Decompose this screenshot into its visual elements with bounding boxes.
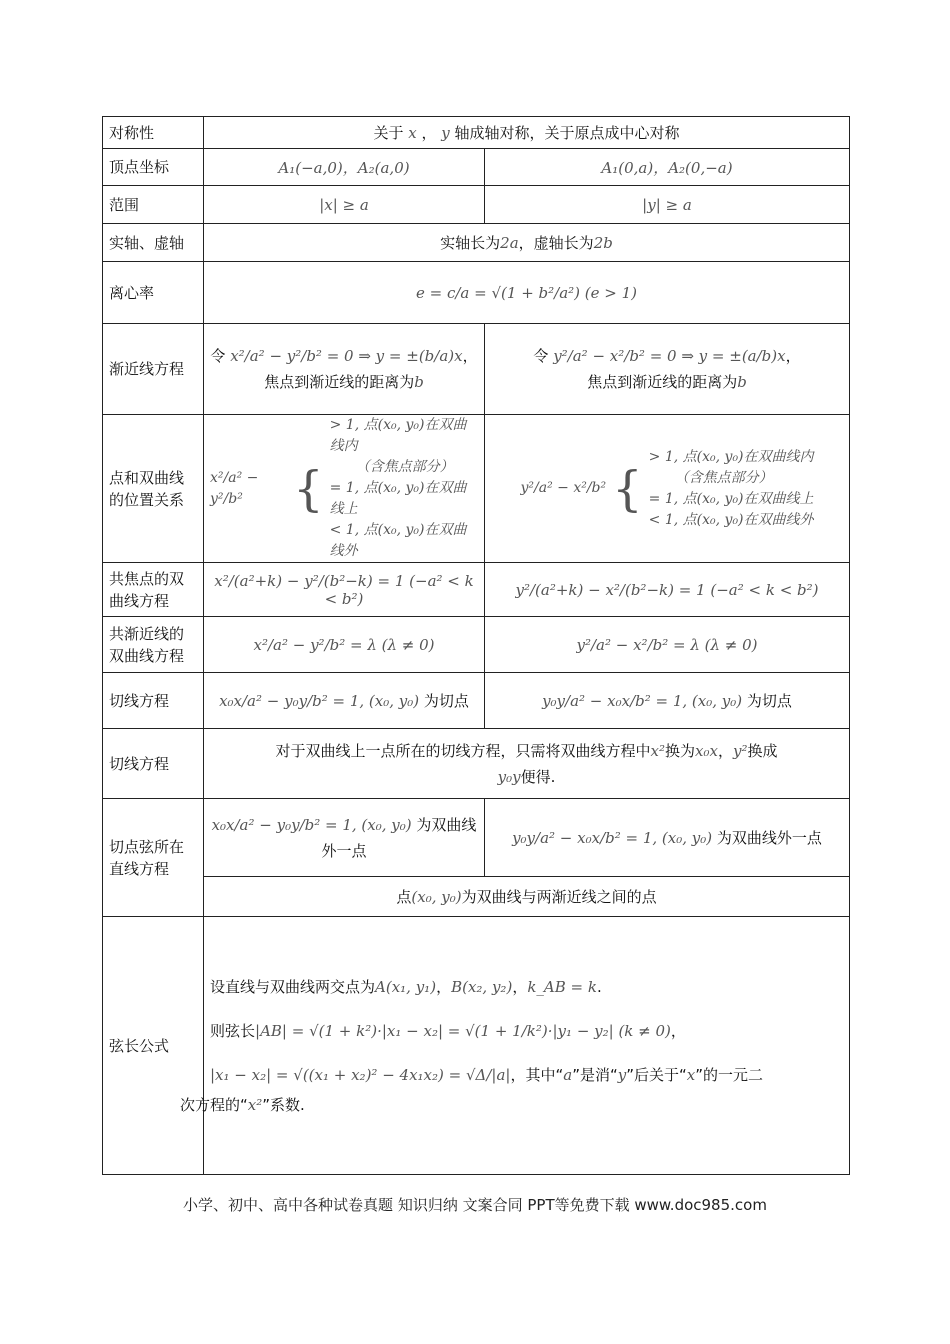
range-left: |x| ≥ a <box>204 186 485 224</box>
row-eccentricity <box>103 262 850 324</box>
label-confocal <box>103 563 204 617</box>
axes-text2: ，虚轴长为 <box>518 234 594 252</box>
chord-length-l1-k: k_AB = k <box>527 977 597 996</box>
symmetry-x: x <box>408 124 417 142</box>
label-position-line1: 点和双曲线 <box>109 468 185 487</box>
tangent1-right-formula: y₀y/a² − x₀x/b² = 1, (x₀, y₀) <box>542 692 743 710</box>
symmetry-y: y <box>441 124 450 142</box>
asymptote-right <box>485 324 850 415</box>
chord-length-l1-sep1: ， <box>436 977 452 996</box>
label-chord-length: 弦长公式 <box>103 917 204 1175</box>
coasymptote-right: y²/a² − x²/b² = λ (λ ≠ 0) <box>485 617 850 673</box>
chord-contact-left-formula: x₀x/a² − y₀y/b² = 1, (x₀, y₀) <box>211 815 412 834</box>
label-eccentricity: 离心率 <box>103 262 204 324</box>
label-chord-contact-line1: 切点弦所在 <box>109 837 185 856</box>
asymptote-left-distance-text: 焦点到渐近线的距离为 <box>264 373 415 391</box>
chord-contact-bottom <box>204 877 850 917</box>
row-range <box>103 186 850 224</box>
hyperbola-properties-table <box>102 116 850 1175</box>
row-symmetry <box>103 117 850 149</box>
tangent2-m3: y² <box>732 741 748 760</box>
tangent2-m4: y₀y <box>497 767 521 786</box>
asymptote-right-post: ， <box>785 347 801 365</box>
asymptote-left-distance-val: b <box>414 373 424 391</box>
row-position <box>103 415 850 563</box>
range-right: |y| ≥ a <box>485 186 850 224</box>
row-tangent-1 <box>103 673 850 729</box>
label-confocal-line1: 共焦点的双 <box>109 569 185 588</box>
asymptote-right-distance-val: b <box>737 373 747 391</box>
row-axes <box>103 224 850 262</box>
tangent2-t1: 对于双曲线上一点所在的切线方程，只需将双曲线方程中 <box>275 741 651 760</box>
chord-length-line2 <box>210 1016 843 1046</box>
tangent2-t4: 换成 <box>747 741 778 760</box>
eccentricity-formula: e = c/a = √(1 + b²/a²) (e > 1) <box>204 262 850 324</box>
confocal-left: x²/(a²+k) − y²/(b²−k) = 1 (−a² < k < b²) <box>204 563 485 617</box>
label-axes: 实轴、虚轴 <box>103 224 204 262</box>
vertices-right: A₁(0,a)，A₂(0,−a) <box>485 149 850 186</box>
row-tangent-2 <box>103 729 850 799</box>
asymptote-right-line <box>491 343 843 369</box>
chord-length-l3-y: y <box>617 1065 627 1084</box>
vertices-left: A₁(−a,0)，A₂(a,0) <box>204 149 485 186</box>
row-asymptote <box>103 324 850 415</box>
confocal-right: y²/(a²+k) − x²/(b²−k) = 1 (−a² < k < b²) <box>485 563 850 617</box>
tangent1-right <box>485 673 850 729</box>
chord-contact-right-formula: y₀y/a² − x₀x/b² = 1, (x₀, y₀) <box>512 829 713 847</box>
position-left-block <box>210 415 478 562</box>
tangent2-m1: x² <box>650 741 665 760</box>
asymptote-right-formula: y²/a² − x²/b² = 0 ⇒ y = ±(a/b)x <box>553 347 786 365</box>
asymptote-right-pre: 令 <box>533 347 549 365</box>
position-right-expr: y²/a² − x²/b² <box>520 480 607 496</box>
symmetry-text-pre: 关于 <box>373 124 404 142</box>
position-right-case-3: = 1, 点(x₀, y₀)在双曲线上 <box>648 490 814 507</box>
label-tangent-1: 切线方程 <box>103 673 204 729</box>
row-chord-contact <box>103 799 850 877</box>
label-coasymptote-line1: 共渐近线的 <box>109 624 185 643</box>
position-left-case-4: < 1, 点(x₀, y₀)在双曲线外 <box>329 522 467 559</box>
position-left-case-2: （含焦点部分） <box>355 459 454 475</box>
label-coasymptote <box>103 617 204 673</box>
row-confocal <box>103 563 850 617</box>
asymptote-left-line <box>210 343 478 369</box>
tangent2-m2: x₀x <box>695 741 718 760</box>
chord-length-l4-t2: ”系数. <box>262 1095 305 1114</box>
asymptote-left-pre: 令 <box>210 347 226 365</box>
axes-val1: 2a <box>500 234 519 252</box>
label-chord-contact-line2: 直线方程 <box>109 859 170 878</box>
chord-length-l3-t2: ”是消“ <box>572 1065 618 1084</box>
tangent1-right-suffix: 为切点 <box>746 692 792 710</box>
chord-length-l2-text: 则弦长 <box>210 1021 256 1040</box>
tangent1-left-suffix: 为切点 <box>423 692 469 710</box>
chord-contact-left-suffix2: 外一点 <box>321 841 367 860</box>
tangent2-t2: 换为 <box>665 741 696 760</box>
position-right-case-4: < 1, 点(x₀, y₀)在双曲线外 <box>648 511 814 528</box>
chord-length-l1-text: 设直线与双曲线两交点为 <box>210 977 376 996</box>
label-vertices: 顶点坐标 <box>103 149 204 186</box>
chord-length-l3-a: a <box>563 1065 573 1084</box>
tangent2-t5: 便得. <box>520 767 556 786</box>
asymptote-right-distance <box>491 369 843 395</box>
position-right-brace: { <box>612 460 643 517</box>
label-tangent-2: 切线方程 <box>103 729 204 799</box>
chord-contact-left-line1 <box>210 812 478 838</box>
tangent2-t3: ， <box>717 741 733 760</box>
chord-contact-bottom-post: 为双曲线与两渐近线之间的点 <box>461 888 657 906</box>
symmetry-sep: ， <box>421 124 437 142</box>
chord-length-l3-t3: ”后关于“ <box>626 1065 687 1084</box>
label-position-line2: 的位置关系 <box>109 490 185 509</box>
cell-symmetry <box>204 117 850 149</box>
row-vertices <box>103 149 850 186</box>
chord-length-l3-x: x <box>686 1065 696 1084</box>
chord-length-l3-formula: |x₁ − x₂| = √((x₁ + x₂)² − 4x₁x₂) = √Δ/|a| <box>210 1065 511 1084</box>
chord-length-l3-t4: ”的一元二 <box>695 1065 764 1084</box>
row-chord-contact-bottom <box>103 877 850 917</box>
coasymptote-left: x²/a² − y²/b² = λ (λ ≠ 0) <box>204 617 485 673</box>
position-left-brace: { <box>293 460 324 517</box>
chord-length-l4-x2: x² <box>247 1095 263 1114</box>
chord-contact-bottom-pre: 点 <box>396 888 412 906</box>
hyperbola-properties-table-wrapper <box>102 116 849 1175</box>
tangent1-left-formula: x₀x/a² − y₀y/b² = 1, (x₀, y₀) <box>219 692 420 710</box>
position-right-cases <box>649 447 814 531</box>
chord-length-line1 <box>210 972 843 1002</box>
chord-length-l2-formula: |AB| = √(1 + k²)·|x₁ − x₂| = √(1 + 1/k²)·|y₁ − y₂| (k ≠ 0) <box>255 1021 671 1040</box>
chord-contact-right-suffix: 为双曲线外一点 <box>716 829 822 847</box>
chord-length-l1-sep2: ， <box>512 977 528 996</box>
chord-contact-bottom-math: (x₀, y₀) <box>411 888 462 906</box>
page-footer: 小学、初中、高中各种试卷真题 知识归纳 文案合同 PPT等免费下载 www.doc985.com <box>183 1196 767 1214</box>
chord-length-cell <box>180 917 850 1175</box>
chord-length-l1-end: . <box>596 977 602 996</box>
chord-length-l1-b: B(x₂, y₂) <box>451 977 513 996</box>
tangent2-cell <box>204 729 850 799</box>
axes-text1: 实轴长为 <box>440 234 501 252</box>
asymptote-left-post: ， <box>462 347 478 365</box>
tangent1-left <box>204 673 485 729</box>
position-left-case-1: > 1, 点(x₀, y₀)在双曲线内 <box>329 417 467 454</box>
position-left-cases <box>330 415 478 562</box>
position-left-expr: x²/a² − y²/b² <box>210 469 259 507</box>
label-position <box>103 415 204 563</box>
label-coasymptote-line2: 双曲线方程 <box>109 646 185 665</box>
position-left-case-3: = 1, 点(x₀, y₀)在双曲线上 <box>329 480 467 517</box>
asymptote-left-formula: x²/a² − y²/b² = 0 ⇒ y = ±(b/a)x <box>230 347 463 365</box>
row-chord-length <box>103 917 850 1175</box>
label-range: 范围 <box>103 186 204 224</box>
chord-length-line3 <box>210 1060 843 1090</box>
chord-contact-left-suffix: 为双曲线 <box>416 815 477 834</box>
position-right <box>485 415 850 563</box>
label-symmetry: 对称性 <box>103 117 204 149</box>
axes-val2: 2b <box>593 234 613 252</box>
symmetry-text-post: 轴成轴对称，关于原点成中心对称 <box>454 124 680 142</box>
row-coasymptote <box>103 617 850 673</box>
asymptote-left <box>204 324 485 415</box>
chord-contact-left <box>204 799 485 877</box>
chord-length-l3-t1: ，其中“ <box>510 1065 564 1084</box>
chord-length-l1-a: A(x₁, y₁) <box>375 977 437 996</box>
chord-length-l4-t1: 次方程的“ <box>180 1095 248 1114</box>
position-right-case-2: （含焦点部分） <box>674 469 773 486</box>
asymptote-left-distance <box>210 369 478 395</box>
chord-length-l2-end: ， <box>670 1021 686 1040</box>
label-asymptote: 渐近线方程 <box>103 324 204 415</box>
chord-length-line4 <box>180 1090 843 1120</box>
label-confocal-line2: 曲线方程 <box>109 591 170 610</box>
chord-contact-right <box>485 799 850 877</box>
cell-axes <box>204 224 850 262</box>
position-left <box>204 415 485 563</box>
position-right-case-1: > 1, 点(x₀, y₀)在双曲线内 <box>648 448 814 465</box>
position-right-block <box>491 447 843 531</box>
asymptote-right-distance-text: 焦点到渐近线的距离为 <box>587 373 738 391</box>
label-chord-contact <box>103 799 204 917</box>
